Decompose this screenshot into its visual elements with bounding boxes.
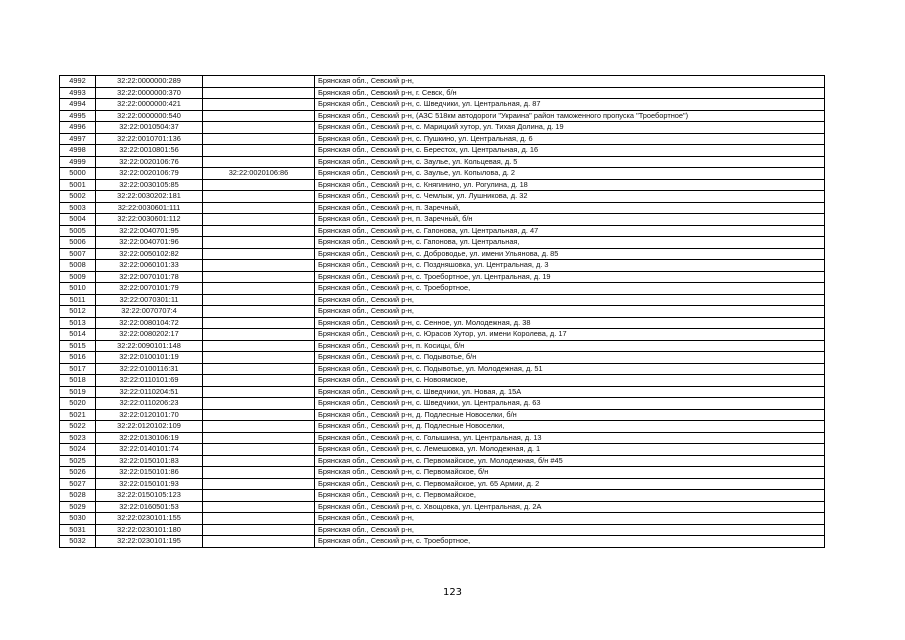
cadastral-number-cell: 32:22:0150105:123 xyxy=(96,490,203,502)
row-number-cell: 5027 xyxy=(60,478,96,490)
table-row xyxy=(60,317,825,329)
previous-cadastral-number-cell xyxy=(203,283,315,295)
table-row xyxy=(60,110,825,122)
cadastral-number-cell: 32:22:0030105:85 xyxy=(96,179,203,191)
table-row xyxy=(60,133,825,145)
previous-cadastral-number-cell xyxy=(203,444,315,456)
address-cell: Брянская обл., Севский р-н, xyxy=(315,306,825,318)
table-row xyxy=(60,306,825,318)
address-cell: Брянская обл., Севский р-н, с. Шведчики, ул. Центральная, д. 63 xyxy=(315,398,825,410)
previous-cadastral-number-cell xyxy=(203,76,315,88)
row-number-cell: 5011 xyxy=(60,294,96,306)
previous-cadastral-number-cell xyxy=(203,248,315,260)
table-row xyxy=(60,283,825,295)
address-cell: Брянская обл., Севский р-н, с. Гапонова, ул. Центральная, xyxy=(315,237,825,249)
table-row xyxy=(60,467,825,479)
address-cell: Брянская обл., Севский р-н, с. Новоямское, xyxy=(315,375,825,387)
address-cell: Брянская обл., Севский р-н, с. Первомайское, ул. Молодежная, б/н #45 xyxy=(315,455,825,467)
cadastral-number-cell: 32:22:0070101:79 xyxy=(96,283,203,295)
previous-cadastral-number-cell xyxy=(203,432,315,444)
row-number-cell: 5013 xyxy=(60,317,96,329)
address-cell: Брянская обл., Севский р-н, п. Заречный, xyxy=(315,202,825,214)
previous-cadastral-number-cell xyxy=(203,87,315,99)
cadastral-number-cell: 32:22:0070707:4 xyxy=(96,306,203,318)
cadastral-number-cell: 32:22:0100101:19 xyxy=(96,352,203,364)
address-cell: Брянская обл., Севский р-н, xyxy=(315,294,825,306)
table-row xyxy=(60,340,825,352)
address-cell: Брянская обл., Севский р-н, с. Берестох, ул. Центральная, д. 16 xyxy=(315,145,825,157)
address-cell: Брянская обл., Севский р-н, г. Севск, б/н xyxy=(315,87,825,99)
cadastral-number-cell: 32:22:0110204:51 xyxy=(96,386,203,398)
address-cell: Брянская обл., Севский р-н, с. Марицкий хутор, ул. Тихая Долина, д. 19 xyxy=(315,122,825,134)
address-cell: Брянская обл., Севский р-н, с. Подывотье, б/н xyxy=(315,352,825,364)
address-cell: Брянская обл., Севский р-н, xyxy=(315,76,825,88)
table-row xyxy=(60,478,825,490)
row-number-cell: 4998 xyxy=(60,145,96,157)
address-cell: Брянская обл., Севский р-н, с. Княгинино, ул. Рогулина, д. 18 xyxy=(315,179,825,191)
address-cell: Брянская обл., Севский р-н, д. Подлесные Новоселки, б/н xyxy=(315,409,825,421)
previous-cadastral-number-cell xyxy=(203,352,315,364)
previous-cadastral-number-cell xyxy=(203,191,315,203)
address-cell: Брянская обл., Севский р-н, с. Пушкино, ул. Центральная, д. 6 xyxy=(315,133,825,145)
table-row xyxy=(60,248,825,260)
cadastral-number-cell: 32:22:0040701:95 xyxy=(96,225,203,237)
row-number-cell: 5029 xyxy=(60,501,96,513)
address-cell: Брянская обл., Севский р-н, с. Троебортное, ул. Центральная, д. 19 xyxy=(315,271,825,283)
previous-cadastral-number-cell xyxy=(203,340,315,352)
table-row xyxy=(60,524,825,536)
row-number-cell: 5024 xyxy=(60,444,96,456)
address-cell: Брянская обл., Севский р-н, с. Шведчики, ул. Центральная, д. 87 xyxy=(315,99,825,111)
table-row xyxy=(60,432,825,444)
table-row xyxy=(60,294,825,306)
address-cell: Брянская обл., Севский р-н, с. Первомайское, xyxy=(315,490,825,502)
table-row xyxy=(60,455,825,467)
cadastral-number-cell: 32:22:0050102:82 xyxy=(96,248,203,260)
table-row xyxy=(60,168,825,180)
address-cell: Брянская обл., Севский р-н, с. Лемешовка, ул. Молодежная, д. 1 xyxy=(315,444,825,456)
address-cell: Брянская обл., Севский р-н, с. Первомайское, б/н xyxy=(315,467,825,479)
address-cell: Брянская обл., Севский р-н, с. Чемлыж, ул. Лушникова, д. 32 xyxy=(315,191,825,203)
table-row xyxy=(60,363,825,375)
row-number-cell: 5012 xyxy=(60,306,96,318)
cadastral-number-cell: 32:22:0110206:23 xyxy=(96,398,203,410)
row-number-cell: 4992 xyxy=(60,76,96,88)
cadastral-number-cell: 32:22:0080202:17 xyxy=(96,329,203,341)
table-row xyxy=(60,271,825,283)
cadastral-number-cell: 32:22:0100116:31 xyxy=(96,363,203,375)
cadastral-number-cell: 32:22:0010504:37 xyxy=(96,122,203,134)
table-row xyxy=(60,375,825,387)
table-row xyxy=(60,214,825,226)
table-row xyxy=(60,237,825,249)
previous-cadastral-number-cell xyxy=(203,490,315,502)
address-cell: Брянская обл., Севский р-н, xyxy=(315,513,825,525)
previous-cadastral-number-cell xyxy=(203,179,315,191)
previous-cadastral-number-cell xyxy=(203,513,315,525)
row-number-cell: 5003 xyxy=(60,202,96,214)
address-cell: Брянская обл., Севский р-н, с. Сенное, ул. Молодежная, д. 38 xyxy=(315,317,825,329)
cadastral-number-cell: 32:22:0020106:76 xyxy=(96,156,203,168)
cadastral-number-cell: 32:22:0150101:83 xyxy=(96,455,203,467)
row-number-cell: 4994 xyxy=(60,99,96,111)
row-number-cell: 5014 xyxy=(60,329,96,341)
row-number-cell: 5025 xyxy=(60,455,96,467)
registry-table-body xyxy=(60,76,825,548)
previous-cadastral-number-cell xyxy=(203,455,315,467)
table-row xyxy=(60,156,825,168)
table-row xyxy=(60,87,825,99)
previous-cadastral-number-cell xyxy=(203,237,315,249)
table-row xyxy=(60,179,825,191)
row-number-cell: 5009 xyxy=(60,271,96,283)
cadastral-number-cell: 32:22:0150101:93 xyxy=(96,478,203,490)
row-number-cell: 4993 xyxy=(60,87,96,99)
row-number-cell: 4999 xyxy=(60,156,96,168)
previous-cadastral-number-cell xyxy=(203,501,315,513)
row-number-cell: 5007 xyxy=(60,248,96,260)
table-row xyxy=(60,122,825,134)
previous-cadastral-number-cell xyxy=(203,409,315,421)
table-row xyxy=(60,513,825,525)
cadastral-number-cell: 32:22:0230101:180 xyxy=(96,524,203,536)
previous-cadastral-number-cell: 32:22:0020106:86 xyxy=(203,168,315,180)
table-row xyxy=(60,536,825,548)
table-row xyxy=(60,99,825,111)
previous-cadastral-number-cell xyxy=(203,398,315,410)
previous-cadastral-number-cell xyxy=(203,421,315,433)
previous-cadastral-number-cell xyxy=(203,386,315,398)
row-number-cell: 5006 xyxy=(60,237,96,249)
previous-cadastral-number-cell xyxy=(203,478,315,490)
address-cell: Брянская обл., Севский р-н, с. Заулье, ул. Кольцевая, д. 5 xyxy=(315,156,825,168)
table-row xyxy=(60,202,825,214)
cadastral-number-cell: 32:22:0140101:74 xyxy=(96,444,203,456)
row-number-cell: 4995 xyxy=(60,110,96,122)
previous-cadastral-number-cell xyxy=(203,214,315,226)
address-cell: Брянская обл., Севский р-н, с. Подывотье, ул. Молодежная, д. 51 xyxy=(315,363,825,375)
address-cell: Брянская обл., Севский р-н, д. Подлесные Новоселки, xyxy=(315,421,825,433)
cadastral-number-cell: 32:22:0010701:136 xyxy=(96,133,203,145)
row-number-cell: 5026 xyxy=(60,467,96,479)
cadastral-number-cell: 32:22:0120102:109 xyxy=(96,421,203,433)
cadastral-number-cell: 32:22:0060101:33 xyxy=(96,260,203,272)
row-number-cell: 5023 xyxy=(60,432,96,444)
row-number-cell: 5015 xyxy=(60,340,96,352)
cadastral-number-cell: 32:22:0150101:86 xyxy=(96,467,203,479)
row-number-cell: 5010 xyxy=(60,283,96,295)
cadastral-number-cell: 32:22:0130106:19 xyxy=(96,432,203,444)
previous-cadastral-number-cell xyxy=(203,110,315,122)
previous-cadastral-number-cell xyxy=(203,306,315,318)
address-cell: Брянская обл., Севский р-н, с. Гапонова, ул. Центральная, д. 47 xyxy=(315,225,825,237)
row-number-cell: 5032 xyxy=(60,536,96,548)
previous-cadastral-number-cell xyxy=(203,329,315,341)
previous-cadastral-number-cell xyxy=(203,363,315,375)
address-cell: Брянская обл., Севский р-н, с. Троебортное, xyxy=(315,536,825,548)
cadastral-number-cell: 32:22:0000000:370 xyxy=(96,87,203,99)
previous-cadastral-number-cell xyxy=(203,122,315,134)
previous-cadastral-number-cell xyxy=(203,536,315,548)
address-cell: Брянская обл., Севский р-н, с. Шведчики, ул. Новая, д. 15А xyxy=(315,386,825,398)
address-cell: Брянская обл., Севский р-н, с. Троебортное, xyxy=(315,283,825,295)
table-row xyxy=(60,490,825,502)
address-cell: Брянская обл., Севский р-н, с. Заулье, ул. Копылова, д. 2 xyxy=(315,168,825,180)
previous-cadastral-number-cell xyxy=(203,133,315,145)
cadastral-number-cell: 32:22:0030601:111 xyxy=(96,202,203,214)
previous-cadastral-number-cell xyxy=(203,524,315,536)
previous-cadastral-number-cell xyxy=(203,145,315,157)
row-number-cell: 5018 xyxy=(60,375,96,387)
cadastral-number-cell: 32:22:0000000:289 xyxy=(96,76,203,88)
row-number-cell: 4997 xyxy=(60,133,96,145)
previous-cadastral-number-cell xyxy=(203,260,315,272)
table-row xyxy=(60,329,825,341)
address-cell: Брянская обл., Севский р-н, xyxy=(315,524,825,536)
cadastral-number-cell: 32:22:0040701:96 xyxy=(96,237,203,249)
registry-table xyxy=(59,75,825,548)
address-cell: Брянская обл., Севский р-н, с. Голышина, ул. Центральная, д. 13 xyxy=(315,432,825,444)
previous-cadastral-number-cell xyxy=(203,99,315,111)
cadastral-number-cell: 32:22:0230101:195 xyxy=(96,536,203,548)
row-number-cell: 5021 xyxy=(60,409,96,421)
row-number-cell: 5019 xyxy=(60,386,96,398)
cadastral-number-cell: 32:22:0000000:540 xyxy=(96,110,203,122)
table-row xyxy=(60,260,825,272)
previous-cadastral-number-cell xyxy=(203,225,315,237)
table-row xyxy=(60,352,825,364)
table-row xyxy=(60,76,825,88)
row-number-cell: 5008 xyxy=(60,260,96,272)
cadastral-number-cell: 32:22:0230101:155 xyxy=(96,513,203,525)
previous-cadastral-number-cell xyxy=(203,202,315,214)
table-row xyxy=(60,386,825,398)
page-number: 123 xyxy=(442,587,463,598)
address-cell: Брянская обл., Севский р-н, с. Хвощовка, ул. Центральная, д. 2А xyxy=(315,501,825,513)
row-number-cell: 5001 xyxy=(60,179,96,191)
table-row xyxy=(60,398,825,410)
row-number-cell: 5028 xyxy=(60,490,96,502)
previous-cadastral-number-cell xyxy=(203,317,315,329)
row-number-cell: 5000 xyxy=(60,168,96,180)
cadastral-number-cell: 32:22:0090101:148 xyxy=(96,340,203,352)
address-cell: Брянская обл., Севский р-н, п. Заречный, б/н xyxy=(315,214,825,226)
cadastral-number-cell: 32:22:0110101:69 xyxy=(96,375,203,387)
row-number-cell: 5017 xyxy=(60,363,96,375)
address-cell: Брянская обл., Севский р-н, п. Косицы, б/н xyxy=(315,340,825,352)
row-number-cell: 5031 xyxy=(60,524,96,536)
table-row xyxy=(60,409,825,421)
cadastral-number-cell: 32:22:0080104:72 xyxy=(96,317,203,329)
cadastral-number-cell: 32:22:0000000:421 xyxy=(96,99,203,111)
previous-cadastral-number-cell xyxy=(203,375,315,387)
row-number-cell: 5022 xyxy=(60,421,96,433)
cadastral-number-cell: 32:22:0020106:79 xyxy=(96,168,203,180)
table-row xyxy=(60,145,825,157)
cadastral-number-cell: 32:22:0120101:70 xyxy=(96,409,203,421)
row-number-cell: 5030 xyxy=(60,513,96,525)
row-number-cell: 5004 xyxy=(60,214,96,226)
previous-cadastral-number-cell xyxy=(203,467,315,479)
table-row xyxy=(60,501,825,513)
cadastral-number-cell: 32:22:0030601:112 xyxy=(96,214,203,226)
previous-cadastral-number-cell xyxy=(203,271,315,283)
table-row xyxy=(60,191,825,203)
cadastral-number-cell: 32:22:0010801:56 xyxy=(96,145,203,157)
address-cell: Брянская обл., Севский р-н, с. Доброводье, ул. имени Ульянова, д. 85 xyxy=(315,248,825,260)
address-cell: Брянская обл., Севский р-н, с. Юрасов Хутор, ул. имени Королева, д. 17 xyxy=(315,329,825,341)
cadastral-number-cell: 32:22:0070101:78 xyxy=(96,271,203,283)
row-number-cell: 5020 xyxy=(60,398,96,410)
cadastral-number-cell: 32:22:0070301:11 xyxy=(96,294,203,306)
row-number-cell: 5016 xyxy=(60,352,96,364)
row-number-cell: 5002 xyxy=(60,191,96,203)
address-cell: Брянская обл., Севский р-н, (АЗС 518км автодороги "Украина" район таможенного пропуска "Троебортное") xyxy=(315,110,825,122)
row-number-cell: 5005 xyxy=(60,225,96,237)
table-row xyxy=(60,225,825,237)
address-cell: Брянская обл., Севский р-н, с. Поздняшовка, ул. Центральная, д. 3 xyxy=(315,260,825,272)
table-row xyxy=(60,421,825,433)
row-number-cell: 4996 xyxy=(60,122,96,134)
cadastral-number-cell: 32:22:0160501:53 xyxy=(96,501,203,513)
cadastral-number-cell: 32:22:0030202:181 xyxy=(96,191,203,203)
previous-cadastral-number-cell xyxy=(203,156,315,168)
table-row xyxy=(60,444,825,456)
previous-cadastral-number-cell xyxy=(203,294,315,306)
address-cell: Брянская обл., Севский р-н, с. Первомайское, ул. 65 Армии, д. 2 xyxy=(315,478,825,490)
